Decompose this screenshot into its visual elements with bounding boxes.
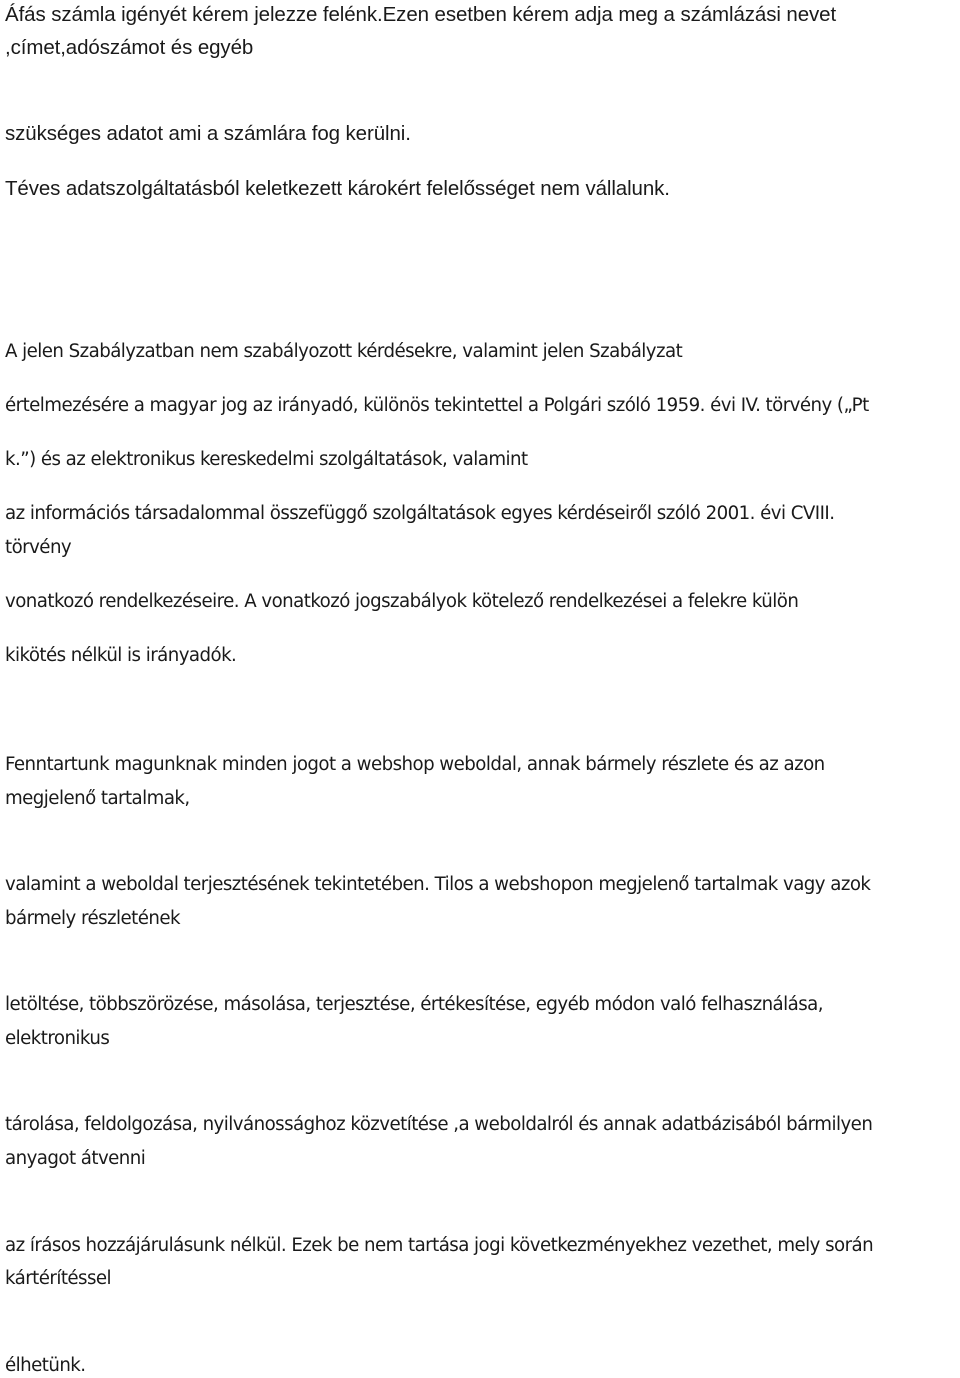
text-line: kikötés nélkül is irányadók.: [5, 645, 237, 666]
text-line: törvény: [5, 537, 72, 558]
text-line: ,címet,adószámot és egyéb: [5, 36, 254, 59]
text-line: k.”) és az elektronikus kereskedelmi szolgáltatások, valamint: [5, 449, 528, 470]
text-line: az írásos hozzájárulásunk nélkül. Ezek be nem tartása jogi következményekhez vezethet, mely során: [5, 1235, 874, 1256]
text-line: anyagot átvenni: [5, 1148, 146, 1169]
text-line: Áfás számla igényét kérem jelezze felénk.Ezen esetben kérem adja meg a számlázási nevet: [5, 3, 837, 26]
text-line: Téves adatszolgáltatásból keletkezett károkért felelősséget nem vállalunk.: [5, 177, 670, 200]
text-line: megjelenő tartalmak,: [5, 788, 190, 809]
text-line: tárolása, feldolgozása, nyilvánossághoz közvetítése ,a weboldalról és annak adatbázisából bármilyen: [5, 1114, 873, 1135]
text-line: bármely részletének: [5, 908, 181, 929]
text-line: letöltése, többszörözése, másolása, terjesztése, értékesítése, egyéb módon való felhasználása,: [5, 994, 823, 1015]
text-line: Fenntartunk magunknak minden jogot a webshop weboldal, annak bármely részlete és az azon: [5, 754, 825, 775]
text-line: szükséges adatot ami a számlára fog kerülni.: [5, 122, 411, 145]
text-line: valamint a weboldal terjesztésének tekintetében. Tilos a webshopon megjelenő tartalmak vagy azok: [5, 874, 871, 895]
text-line: kártérítéssel: [5, 1268, 112, 1289]
text-line: az információs társadalommal összefüggő szolgáltatások egyes kérdéseiről szóló 2001. évi CVIII.: [5, 503, 835, 524]
text-line: A jelen Szabályzatban nem szabályozott kérdésekre, valamint jelen Szabályzat: [5, 341, 683, 362]
text-line: vonatkozó rendelkezéseire. A vonatkozó jogszabályok kötelező rendelkezései a felekre külön: [5, 591, 799, 612]
text-line: élhetünk.: [5, 1355, 86, 1376]
text-line: elektronikus: [5, 1028, 110, 1049]
text-line: értelmezésére a magyar jog az irányadó, különös tekintettel a Polgári szóló 1959. évi IV. törvény („Pt: [5, 395, 869, 416]
